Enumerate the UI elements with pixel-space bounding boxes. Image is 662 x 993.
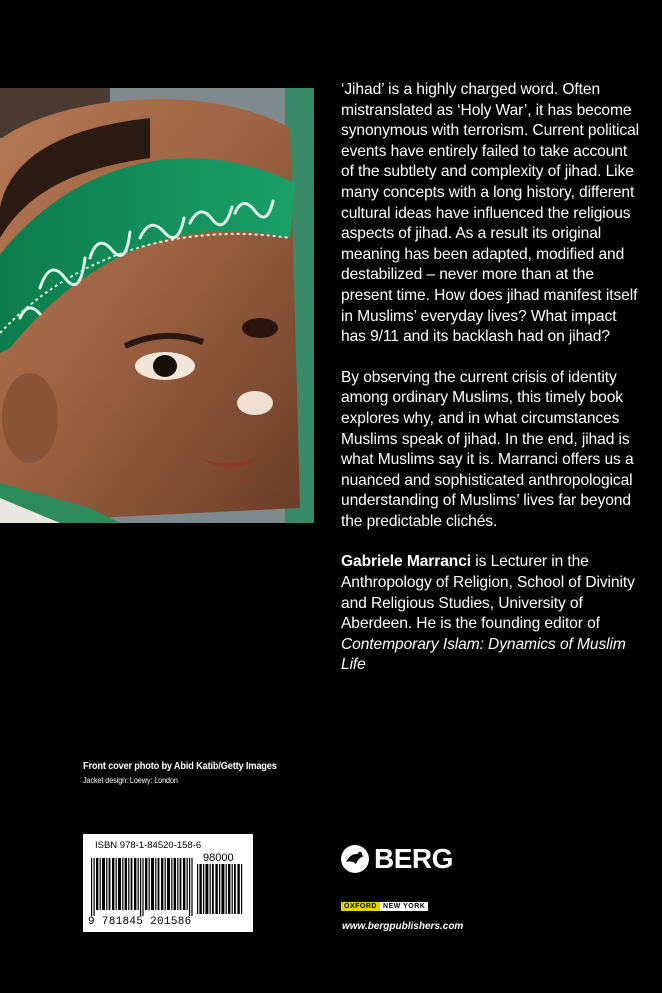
publisher-website[interactable]: www.bergpublishers.com xyxy=(342,921,464,932)
barcode-bars xyxy=(91,858,195,916)
journal-title: Contemporary Islam: Dynamics of Muslim Life xyxy=(341,635,626,674)
publisher-logo xyxy=(340,843,453,875)
photo-credit: Front cover photo by Abid Katib/Getty Images xyxy=(83,760,277,772)
back-cover-blurb xyxy=(341,80,641,696)
city-new-york: NEW YORK xyxy=(380,902,428,911)
author-bio xyxy=(341,552,641,676)
credits xyxy=(83,760,303,785)
ean-digits: 9 781845 201586 xyxy=(88,916,192,928)
berg-emblem-icon xyxy=(340,844,370,874)
blurb-paragraph-2: By observing the current crisis of identity among ordinary Muslims, this timely book explores why, and in what circumstances Muslims speak of jihad. In the end, jihad is what Muslims say it is. Marranci offers us a nuanced and sophisticated anthropological understanding of Muslims’ lives far beyond the predictable clichés. xyxy=(341,368,634,530)
isbn-barcode xyxy=(83,834,253,932)
barcode-addon-bars xyxy=(197,864,245,914)
isbn-label: ISBN 978-1-84520-158-6 xyxy=(95,840,202,851)
cover-photo xyxy=(0,88,314,523)
publisher-name: BERG xyxy=(374,843,453,874)
city-oxford: OXFORD xyxy=(341,902,380,911)
author-name: Gabriele Marranci xyxy=(341,553,472,571)
boy-with-green-headband-photo xyxy=(0,88,314,523)
design-credit: Jacket design: Loewy: London xyxy=(83,775,178,785)
author-bio-text: is Lecturer in the Anthropology of Religion, School of Divinity and Religious Studies, University of Aberdeen. He is the founding editor of xyxy=(341,553,635,633)
barcode-addon-number: 98000 xyxy=(203,852,234,864)
blurb-paragraph-1: ‘Jihad’ is a highly charged word. Often mistranslated as ‘Holy War’, it has become synonymous with terrorism. Current political events have entirely failed to take account of the subtlety and complexity of jihad. Like many concepts with a long history, different cultural ideas have influenced the religious aspects of jihad. As a result its original meaning has been adapted, modified and destabilized – never more than at the present time. How does jihad manifest itself in Muslims’ everyday lives? What impact has 9/11 and its backlash had on jihad? xyxy=(341,81,640,346)
publisher-cities xyxy=(341,902,428,911)
